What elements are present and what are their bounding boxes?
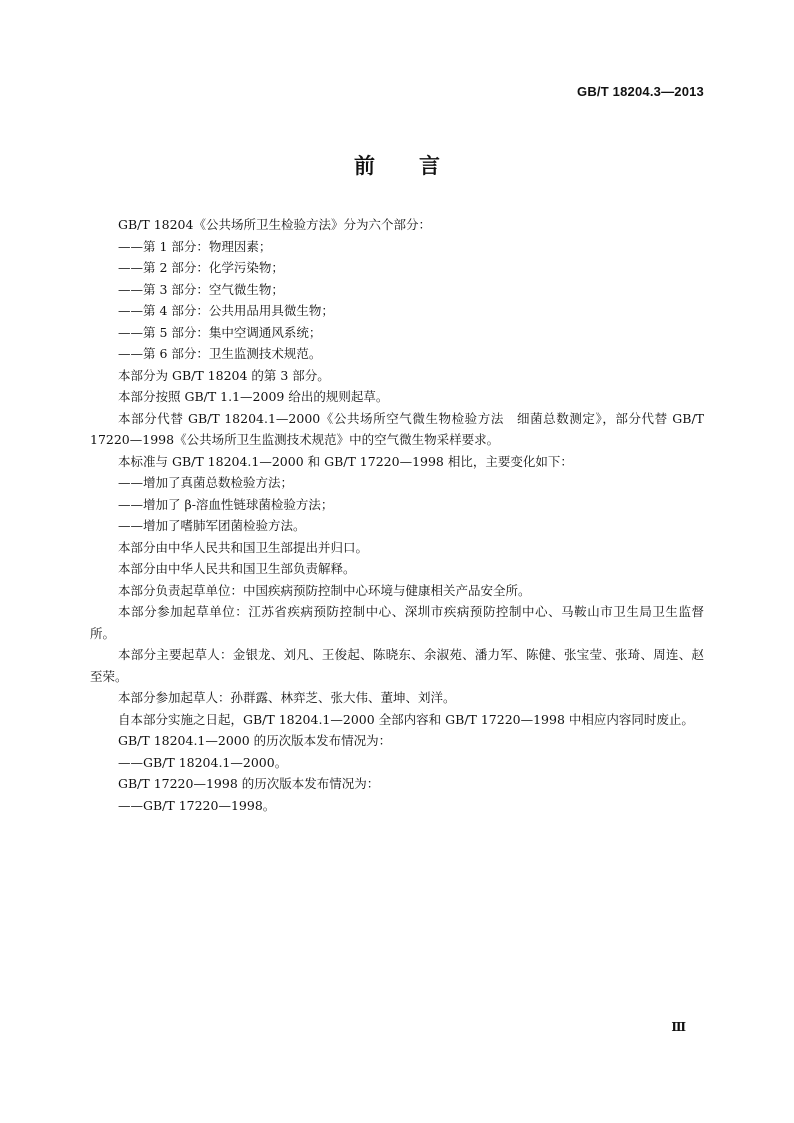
list-item: ——第 5 部分：集中空调通风系统；: [118, 324, 322, 340]
paragraph: 本部分为 GB/T 18204 的第 3 部分。: [118, 367, 330, 383]
list-item: ——增加了真菌总数检验方法；: [118, 475, 294, 490]
paragraph: 本部分由中华人民共和国卫生部负责解释。: [118, 561, 356, 576]
standard-code: GB/T 18204.3—2013: [577, 84, 704, 99]
paragraph: 本部分参加起草单位：江苏省疾病预防控制中心、深圳市疾病预防控制中心、马鞍山市卫生局卫生监督所。: [90, 604, 704, 641]
list-item: ——GB/T 17220—1998。: [118, 797, 276, 813]
paragraph: 本部分负责起草单位：中国疾病预防控制中心环境与健康相关产品安全所。: [118, 582, 531, 598]
paragraph: GB/T 18204《公共场所卫生检验方法》分为六个部分：: [118, 217, 431, 232]
paragraph: 本部分代替 GB/T 18204.1—2000《公共场所空气微生物检验方法 细菌总数测定》，部分代替 GB/T 17220—1998《公共场所卫生监测技术规范》中的空气微生物采样要求。: [90, 410, 704, 447]
paragraph: 本部分由中华人民共和国卫生部提出并归口。: [118, 539, 369, 555]
paragraph: 本部分主要起草人：金银龙、刘凡、王俊起、陈晓东、余淑苑、潘力军、陈健、张宝莹、张琦、周连、赵至荣。: [90, 647, 704, 684]
list-item: ——第 1 部分：物理因素；: [118, 238, 272, 254]
paragraph: 自本部分实施之日起，GB/T 18204.1—2000 全部内容和 GB/T 17220—1998 中相应内容同时废止。: [118, 711, 694, 727]
list-item: ——增加了嗜肺军团菌检验方法。: [118, 518, 306, 533]
list-item: ——第 2 部分：化学污染物；: [118, 260, 284, 275]
paragraph: 本部分参加起草人：孙群露、林弈芝、张大伟、董坤、刘洋。: [118, 690, 456, 705]
paragraph: 本部分按照 GB/T 1.1—2009 给出的规则起草。: [118, 389, 389, 404]
paragraph: GB/T 17220—1998 的历次版本发布情况为：: [118, 776, 380, 791]
foreword-body: [90, 214, 704, 816]
paragraph: 本标准与 GB/T 18204.1—2000 和 GB/T 17220—1998 相比，主要变化如下：: [118, 453, 573, 469]
list-item: ——第 6 部分：卫生监测技术规范。: [118, 346, 322, 361]
page-title: 前言: [354, 154, 484, 178]
list-item: ——第 4 部分：公共用品用具微生物；: [118, 303, 334, 318]
list-item: ——第 3 部分：空气微生物；: [118, 281, 284, 297]
list-item: ——GB/T 18204.1—2000。: [118, 754, 288, 770]
list-item: ——增加了 β-溶血性链球菌检验方法；: [118, 496, 334, 512]
page-number: Ⅲ: [671, 1020, 686, 1034]
paragraph: GB/T 18204.1—2000 的历次版本发布情况为：: [118, 733, 392, 748]
